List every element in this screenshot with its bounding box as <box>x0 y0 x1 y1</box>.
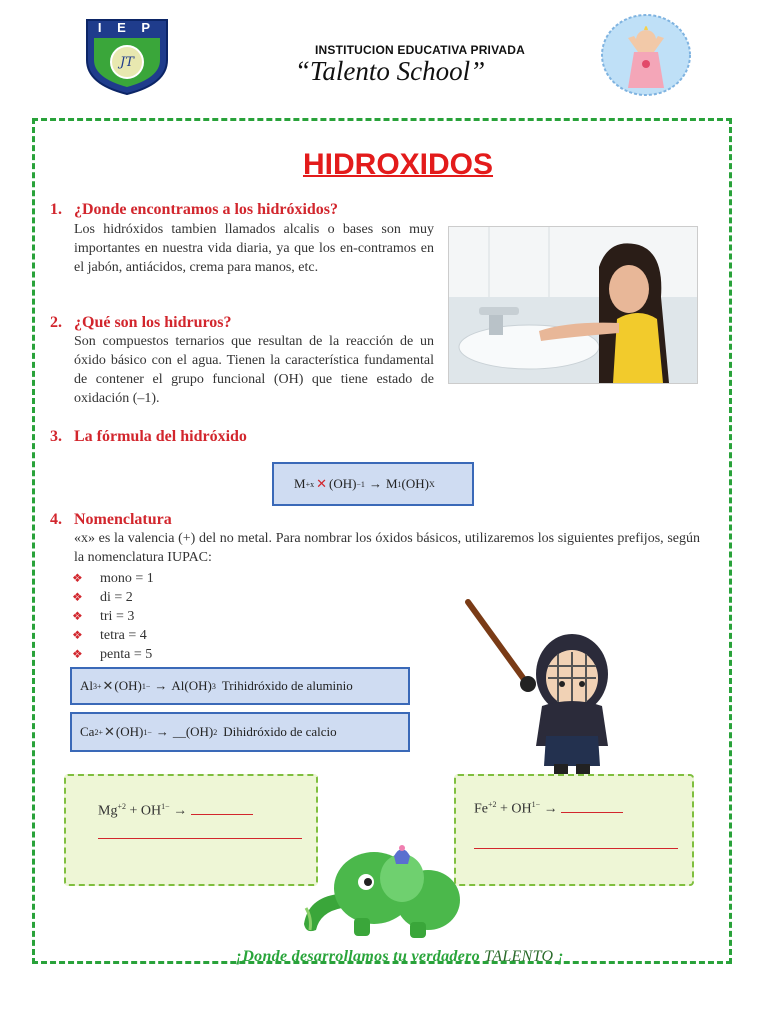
exercise-ion: Fe <box>474 801 488 817</box>
prefix-label: tri = 3 <box>100 609 135 624</box>
prefix-label: di = 2 <box>100 590 133 605</box>
example-group: (OH) <box>115 724 144 739</box>
elephant-illustration <box>298 838 468 940</box>
exercise-arrow: → <box>543 801 558 817</box>
section-number: 1. <box>50 201 62 218</box>
list-item <box>72 588 272 607</box>
exercise-oh: + OH <box>500 801 532 817</box>
exercise-ion: Mg <box>98 803 118 819</box>
formula-product-sub: 1 <box>397 479 402 489</box>
general-formula-box <box>272 462 474 506</box>
list-item <box>72 645 272 664</box>
section-title: Nomenclatura <box>74 511 172 528</box>
prefix-label: tetra = 4 <box>100 628 147 643</box>
example-product-sub: 2 <box>213 727 218 737</box>
example-group-charge: 1− <box>143 727 152 737</box>
bullet-icon: ❖ <box>72 590 83 604</box>
list-item <box>72 569 272 588</box>
example-box-aluminio <box>70 667 410 705</box>
prefix-label: penta = 5 <box>100 647 153 662</box>
section-heading-3 <box>50 428 247 446</box>
bullet-icon: ❖ <box>72 609 83 623</box>
section-heading-2 <box>50 314 232 332</box>
answer-blank[interactable] <box>561 812 623 813</box>
exercise-equation <box>98 802 253 820</box>
section-body-2: Son compuestos ternarios que resultan de la reacción de un óxido básico con el agua. Tienen la característica fundamental de contener el grupo funcional (OH) que tiene estado de oxidación (–1). <box>74 334 434 406</box>
formula-product-sub2: X <box>428 479 435 489</box>
example-group-charge: 1− <box>141 681 151 691</box>
bullet-icon: ❖ <box>72 628 83 642</box>
footer-highlight: TALENTO <box>484 948 554 965</box>
school-logo <box>82 16 172 96</box>
example-element: Ca <box>80 724 95 739</box>
prefix-list <box>72 569 272 664</box>
answer-line[interactable] <box>474 848 678 849</box>
bullet-icon: ❖ <box>72 647 83 661</box>
section-title: ¿Qué son los hidruros? <box>74 314 232 331</box>
exercise-ion-charge: +2 <box>117 802 126 811</box>
formula-metal: M <box>294 476 306 491</box>
formula-group-charge: −1 <box>356 479 365 489</box>
example-product: __(OH) <box>172 724 214 739</box>
section-number: 2. <box>50 314 62 331</box>
cross-arrow-icon: ✕ <box>103 724 115 739</box>
example-box-calcio <box>70 712 410 752</box>
example-charge: 2+ <box>94 727 103 737</box>
example-arrow: → <box>154 678 168 693</box>
example-group: (OH) <box>114 678 142 693</box>
example-element: Al <box>80 678 93 693</box>
footer-open-mark: ¡ <box>235 948 243 965</box>
bullet-icon: ❖ <box>72 571 83 585</box>
section-number: 3. <box>50 428 62 445</box>
exercise-ion-charge: +2 <box>488 800 497 809</box>
exercise-box-hierro <box>454 774 694 886</box>
section-heading-1 <box>50 201 338 219</box>
example-name: Trihidróxido de aluminio <box>221 678 353 693</box>
exercise-equation <box>474 800 623 818</box>
exercise-oh-charge: 1− <box>161 802 170 811</box>
formula-product-group: (OH) <box>401 476 429 491</box>
logo-letters: I E P <box>97 20 157 35</box>
section-heading-4 <box>50 511 172 529</box>
example-charge: 3+ <box>93 681 102 691</box>
prefix-label: mono = 1 <box>100 571 154 586</box>
cross-arrow-icon: ✕ <box>102 678 114 693</box>
section-body-4: «x» es la valencia (+) del no metal. Para nombrar los óxidos básicos, utilizaremos los siguientes prefijos, según la nomenclatura IUPAC: <box>74 531 700 565</box>
answer-blank[interactable] <box>191 814 253 815</box>
section-body-1: Los hidróxidos tambien llamados alcalis o bases son muy importantes en nuestra vida diaria, ya que los en-contramos en el jabón, antiácidos, crema para manos, etc. <box>74 222 434 275</box>
kendo-kid-illustration <box>462 596 662 782</box>
section-title: ¿Donde encontramos a los hidróxidos? <box>74 201 339 218</box>
exercise-box-magnesio <box>64 774 318 886</box>
formula-group: (OH) <box>328 476 357 491</box>
institution-label: INSTITUCION EDUCATIVA PRIVADA <box>314 43 526 57</box>
formula-metal-charge: +x <box>305 479 315 489</box>
example-arrow: → <box>155 724 169 739</box>
cross-arrow-icon: ✕ <box>316 476 327 491</box>
formula-product-metal: M <box>385 476 398 491</box>
example-name: Dihidróxido de calcio <box>223 724 337 739</box>
section-title: La fórmula del hidróxido <box>74 428 247 445</box>
exercise-oh-charge: 1− <box>531 800 541 809</box>
school-name: “Talento School” <box>294 56 486 86</box>
answer-line[interactable] <box>98 838 302 839</box>
list-item <box>72 607 272 626</box>
exercise-oh: + OH <box>129 803 162 819</box>
formula-arrow: → <box>368 476 382 491</box>
footer-text: Donde desarrollamos tu verdadero <box>242 948 480 965</box>
section-number: 4. <box>50 511 62 528</box>
footer-slogan <box>140 948 660 966</box>
exercise-arrow: → <box>173 803 188 819</box>
list-item <box>72 626 272 645</box>
svg-text:JT: JT <box>120 55 134 70</box>
page-title: HIDROXIDOS <box>302 148 494 181</box>
example-product-sub: 3 <box>211 681 216 691</box>
footer-close-mark: ¡ <box>557 948 565 965</box>
example-product: Al(OH) <box>171 678 212 693</box>
girl-washing-hands-photo <box>448 226 698 384</box>
